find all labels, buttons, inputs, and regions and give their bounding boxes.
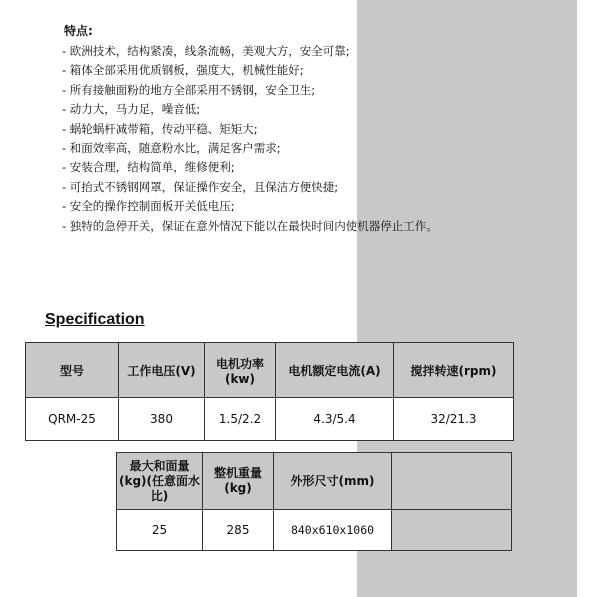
cell-mixing-speed: 32/21.3 — [394, 398, 514, 441]
header-rated-current: 电机额定电流(A) — [276, 343, 394, 398]
header-dimensions: 外形尺寸(mm) — [274, 453, 392, 510]
spec-table-main — [25, 342, 514, 441]
cell-empty — [392, 510, 512, 551]
header-max-capacity: 最大和面量(kg)(任意面水比) — [117, 453, 203, 510]
feature-item: - 欧洲技术，结构紧凑，线条流畅，美观大方，安全可靠; — [62, 44, 350, 58]
cell-rated-current: 4.3/5.4 — [276, 398, 394, 441]
header-voltage: 工作电压(V) — [119, 343, 205, 398]
feature-item: - 蜗轮蜗杆减带箱，传动平稳、矩矩大; — [62, 121, 258, 136]
features-title: 特点: — [64, 24, 93, 38]
header-motor-power: 电机功率(kw) — [205, 343, 276, 398]
feature-list — [62, 42, 438, 236]
feature-item: - 安全的操作控制面板开关低电压; — [62, 199, 235, 214]
header-mixing-speed: 搅拌转速(rpm) — [394, 343, 514, 398]
feature-item: - 所有接触面粉的地方全部采用不锈钢，安全卫生; — [62, 82, 316, 97]
cell-weight: 285 — [203, 510, 274, 551]
feature-item: - 可抬式不锈钢网罩，保证操作安全，且保洁方便快捷; — [62, 179, 339, 194]
feature-item: - 独特的急停开关，保证在意外情况下能以在最快时间内使机器停止工作。 — [62, 218, 438, 233]
header-model: 型号 — [26, 343, 119, 398]
cell-voltage: 380 — [119, 398, 205, 441]
header-weight: 整机重量(kg) — [203, 453, 274, 510]
header-empty — [392, 453, 512, 510]
feature-item: - 箱体全部采用优质钢板，强度大，机械性能好; — [62, 63, 304, 78]
spec-table-secondary — [116, 452, 512, 551]
cell-dimensions: 840x610x1060 — [274, 510, 392, 551]
feature-item: - 动力大，马力足，噪音低; — [62, 102, 201, 117]
cell-max-capacity: 25 — [117, 510, 203, 551]
cell-motor-power: 1.5/2.2 — [205, 398, 276, 441]
specification-heading: Specification — [45, 311, 145, 328]
cell-model: QRM-25 — [26, 398, 119, 441]
feature-item: - 和面效率高，随意粉水比，满足客户需求; — [62, 140, 281, 155]
feature-item: - 安装合理，结构简单，维修便利; — [62, 160, 235, 175]
